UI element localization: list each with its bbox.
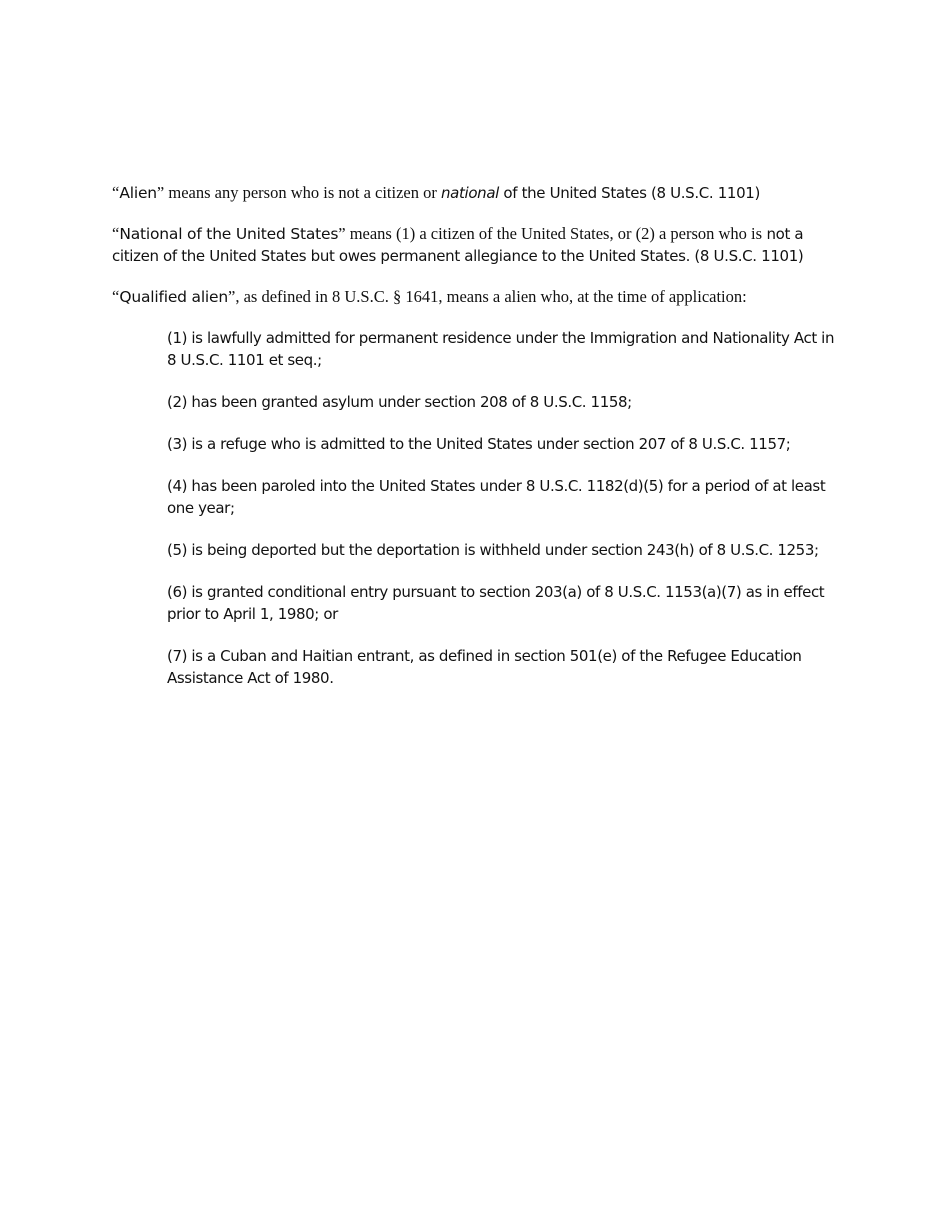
italic-term: national bbox=[441, 184, 499, 202]
list-item: (1) is lawfully admitted for permanent residence under the Immigration and Nationality Act in 8 U.S.C. 1101 et seq.; bbox=[167, 329, 835, 369]
definition-citation: not a citizen of the United States but owes permanent allegiance to the United States. (8 U.S.C. 1101) bbox=[112, 225, 804, 265]
list-item: (4) has been paroled into the United States under 8 U.S.C. 1182(d)(5) for a period of at least one year; bbox=[167, 477, 826, 517]
defined-term: Alien bbox=[119, 184, 157, 202]
list-item: (5) is being deported but the deportation is withheld under section 243(h) of 8 U.S.C. 1253; bbox=[167, 541, 819, 559]
alien-definition bbox=[112, 182, 834, 204]
definition-citation: of the United States (8 U.S.C. 1101) bbox=[499, 184, 761, 202]
qualified-alien-criteria-list bbox=[167, 327, 837, 689]
close-quote: ” bbox=[228, 287, 236, 306]
defined-term: National of the United States bbox=[119, 225, 339, 243]
list-item: (2) has been granted asylum under section 208 of 8 U.S.C. 1158; bbox=[167, 393, 632, 411]
definition-text: means any person who is not a citizen or bbox=[164, 183, 441, 202]
definition-text: means (1) a citizen of the United States, or (2) a person who is bbox=[345, 224, 763, 243]
definition-text: , as defined in 8 U.S.C. § 1641, means a alien who, at the time of application: bbox=[235, 287, 747, 306]
list-item: (3) is a refuge who is admitted to the United States under section 207 of 8 U.S.C. 1157; bbox=[167, 435, 791, 453]
list-item: (7) is a Cuban and Haitian entrant, as defined in section 501(e) of the Refugee Education Assistance Act of 1980. bbox=[167, 647, 802, 687]
defined-term: Qualified alien bbox=[119, 288, 228, 306]
open-quote: “ bbox=[112, 183, 120, 202]
list-item: (6) is granted conditional entry pursuant to section 203(a) of 8 U.S.C. 1153(a)(7) as in effect prior to April 1, 1980; or bbox=[167, 583, 825, 623]
open-quote: “ bbox=[112, 224, 120, 243]
close-quote: ” bbox=[338, 224, 346, 243]
qualified-alien-definition bbox=[112, 286, 834, 308]
national-definition bbox=[112, 223, 834, 267]
open-quote: “ bbox=[112, 287, 120, 306]
document-page bbox=[112, 182, 834, 709]
close-quote: ” bbox=[156, 183, 165, 202]
